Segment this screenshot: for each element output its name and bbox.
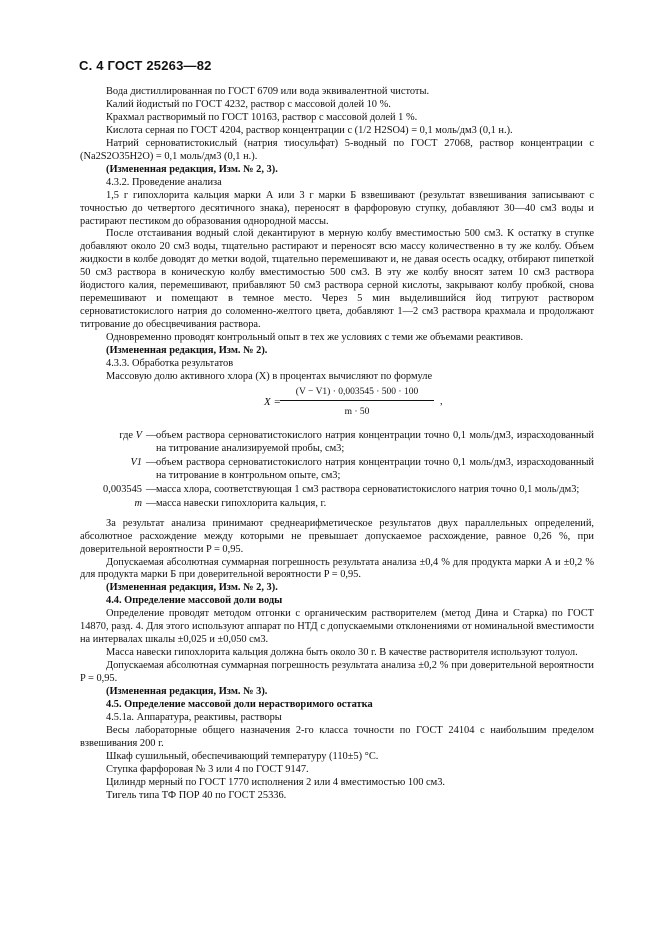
paragraph: Ступка фарфоровая № 3 или 4 по ГОСТ 9147. bbox=[106, 763, 309, 775]
document-body bbox=[80, 86, 594, 803]
legend-text: объем раствора серноватистокислого натрия концентрации точно 0,1 моль/дм3, израсходованный на титрование в контрольном опыте, см3; bbox=[156, 456, 594, 481]
section-heading: 4.3.2. Проведение анализа bbox=[106, 176, 222, 188]
amendment-note: (Измененная редакция, Изм. № 2, 3). bbox=[106, 163, 278, 175]
legend-text: масса навески гипохлорита кальция, г. bbox=[156, 497, 327, 509]
paragraph: Массовую долю активного хлора (X) в процентах вычисляют по формуле bbox=[106, 370, 433, 382]
paragraph: Тигель типа ТФ ПОР 40 по ГОСТ 25336. bbox=[106, 789, 287, 801]
paragraph: Масса навески гипохлорита кальция должна быть около 30 г. В качестве растворителя используют толуол. bbox=[106, 647, 578, 659]
section-heading: 4.3.3. Обработка результатов bbox=[106, 358, 234, 370]
legend-text: масса хлора, соответствующая 1 см3 раствора серноватистокислого натрия точно 0,1 моль/дм3; bbox=[156, 483, 580, 495]
amendment-note: (Измененная редакция, Изм. № 2). bbox=[106, 345, 268, 357]
legend-row: где V — объем раствора серноватистокислого натрия концентрации точно 0,1 моль/дм3, израсходованный на титрование анализируемой пробы, см3; bbox=[80, 430, 594, 456]
formula bbox=[80, 384, 594, 428]
legend-row: m — масса навески гипохлорита кальция, г. bbox=[80, 498, 594, 511]
paragraph: Весы лабораторные общего назначения 2-го класса точности по ГОСТ 24104 с наибольшим пределом взвешивания 200 г. bbox=[80, 724, 594, 749]
paragraph: Одновременно проводят контрольный опыт в тех же условиях с теми же объемами реактивов. bbox=[106, 332, 524, 344]
legend-symbol: 0,003545 bbox=[103, 483, 142, 495]
section-heading: 4.5. Определение массовой доли нерастворимого остатка bbox=[106, 698, 373, 710]
amendment-note: (Измененная редакция, Изм. № 3). bbox=[106, 686, 268, 698]
formula-lhs: X = bbox=[264, 395, 281, 408]
section-heading: 4.4. Определение массовой доли воды bbox=[106, 595, 283, 607]
paragraph: После отстаивания водный слой декантируют в мерную колбу вместимостью 500 см3. К остатку в ступке добавляют около 20 см3 воды, тщательно растирают и переносят всю массу количественно в ту же колбу. Объем жидкости в колбе доводят до метки водой, тщательно перемешивают и, не давая осесть осадку, отбирают пипеткой 50 см3 раствора в коническую колбу вместимостью 500 см3. В эту же колбу вносят затем 10 см3 раствора йодистого калия, перемешивают, прибавляют 50 см3 раствора серной кислоты, закрывают колбу пробкой, снова перемешивают и помещают в темное место. Через 5 мин выделившийся йод титруют раствором серноватистокислого натрия до соломенно-желтого цвета, добавляют 1—2 см3 раствора крахмала и продолжают титрование до обесцвечивания раствора. bbox=[80, 228, 594, 331]
paragraph: Допускаемая абсолютная суммарная погрешность результата анализа ±0,2 % при доверительной вероятности P = 0,95. bbox=[80, 660, 594, 685]
variable-legend bbox=[80, 430, 594, 511]
legend-row: V1 — объем раствора серноватистокислого натрия концентрации точно 0,1 моль/дм3, израсходованный на титрование в контрольном опыте, см3; bbox=[80, 457, 594, 483]
page-header: С. 4 ГОСТ 25263—82 bbox=[79, 58, 212, 73]
paragraph: Натрий серноватистокислый (натрия тиосульфат) 5-водный по ГОСТ 27068, раствор концентрации c (Na2S2O35H2O) = 0,1 моль/дм3 (0,1 н.). bbox=[80, 137, 594, 162]
paragraph: Кислота серная по ГОСТ 4204, раствор концентрации c (1/2 H2SO4) = 0,1 моль/дм3 (0,1 н.). bbox=[106, 124, 513, 136]
paragraph: Крахмал растворимый по ГОСТ 10163, раствор с массовой долей 1 %. bbox=[106, 111, 418, 123]
legend-symbol: где V bbox=[119, 429, 142, 441]
section-heading: 4.5.1а. Аппаратура, реактивы, растворы bbox=[106, 711, 282, 723]
legend-symbol: V1 bbox=[130, 456, 142, 468]
paragraph: 1,5 г гипохлорита кальция марки А или 3 г марки Б взвешивают (результат взвешивания записывают с точностью до четвертого десятичного знака), переносят в фарфоровую ступку, добавляют 30—40 см3 воды и растирают пестиком до образования однородной массы. bbox=[80, 189, 594, 227]
formula-tail: , bbox=[440, 395, 443, 407]
paragraph: Шкаф сушильный, обеспечивающий температуру (110±5) °С. bbox=[106, 750, 379, 762]
paragraph: Вода дистиллированная по ГОСТ 6709 или вода эквивалентной чистоты. bbox=[106, 86, 430, 97]
formula-numerator: (V − V1) · 0,003545 · 500 · 100 bbox=[280, 386, 434, 401]
paragraph: Допускаемая абсолютная суммарная погрешность результата анализа ±0,4 % для продукта марки А и ±0,2 % для продукта марки Б при доверительной вероятности P = 0,95. bbox=[80, 556, 594, 581]
legend-symbol: m bbox=[134, 497, 142, 509]
legend-text: объем раствора серноватистокислого натрия концентрации точно 0,1 моль/дм3, израсходованный на титрование анализируемой пробы, см3; bbox=[156, 429, 594, 454]
formula-denominator: m · 50 bbox=[344, 406, 370, 417]
paragraph: Калий йодистый по ГОСТ 4232, раствор с массовой долей 10 %. bbox=[106, 98, 391, 110]
paragraph: За результат анализа принимают среднеарифметическое результатов двух параллельных определений, абсолютное расхождение между которыми не превышает допускаемое расхождение, равное 0,26 %, при доверительной вероятности P = 0,95. bbox=[80, 517, 594, 555]
amendment-note: (Измененная редакция, Изм. № 2, 3). bbox=[106, 582, 278, 594]
paragraph: Определение проводят методом отгонки с органическим растворителем (метод Дина и Старка) по ГОСТ 14870, разд. 4. Для этого используют аппарат по НТД с допускаемыми отклонениями от номинальной вместимости на интервалах шкалы ±0,025 и ±0,050 см3. bbox=[80, 608, 594, 646]
legend-row: 0,003545 — масса хлора, соответствующая 1 см3 раствора серноватистокислого натрия точно 0,1 моль/дм3; bbox=[80, 484, 594, 497]
paragraph: Цилиндр мерный по ГОСТ 1770 исполнения 2 или 4 вместимостью 100 см3. bbox=[106, 776, 445, 788]
